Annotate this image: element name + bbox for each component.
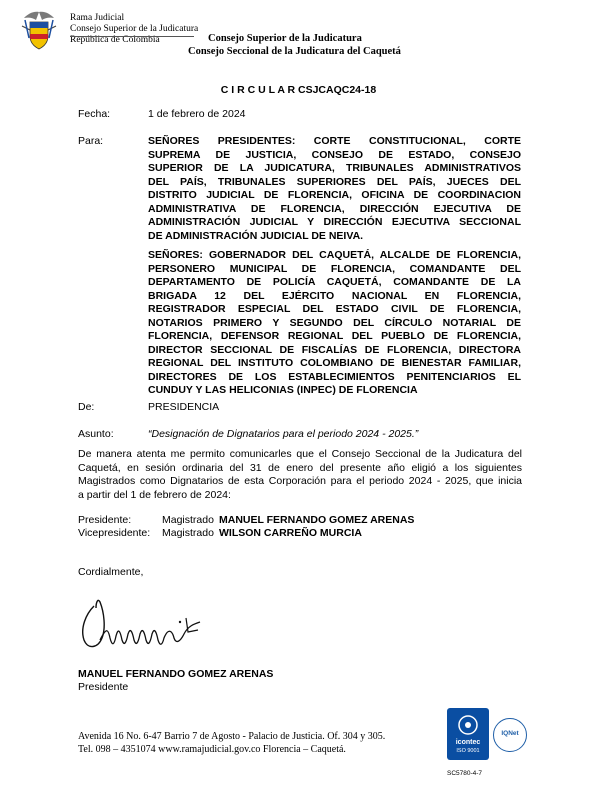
para-line: PERSONERO MUNICIPAL DE FLORENCIA, COMANDANTE DEL (148, 262, 521, 275)
body-line: De manera atenta me permito comunicarles que el Consejo Seccional de la Judicatura del (78, 448, 522, 460)
body-line: a partir del 1 de febrero de 2024: (78, 488, 231, 501)
para-line: REGIONAL DEL INSTITUTO COLOMBIANO DE BIENESTAR FAMILIAR, (148, 357, 521, 369)
para-line: CUNDUY Y LAS HELICONIAS (INPEC) DE FLORENCIA (148, 384, 418, 396)
para-line: SUPERIOR DE LA JUDICATURA, TRIBUNALES ADMINISTRATIVOS (148, 162, 521, 174)
council-line-2: Consejo Seccional de la Judicatura del Caquetá (188, 46, 401, 57)
icontec-badge (447, 708, 489, 760)
org-name-block (70, 13, 198, 46)
de-label: De: (78, 401, 95, 413)
para-line: DIRECTOR SECCIONAL DE FISCALÍAS DE FLORENCIA, DIRECTORA (148, 343, 521, 356)
council-line-1: Consejo Superior de la Judicatura (208, 33, 362, 44)
para-line: ADMINISTRATIVA DE FLORENCIA, DIRECCIÓN EJECUTIVA DE (148, 202, 521, 215)
para-label: Para: (78, 135, 104, 147)
icontec-label: icontec (455, 739, 481, 746)
body-line: Magistrados como Dignatarios de esta Corporación para el periodo 2024 - 2025, que inicia (78, 475, 522, 487)
icontec-icon (457, 714, 479, 741)
iqnet-badge (493, 718, 527, 752)
org-line-1: Rama Judicial (70, 13, 125, 23)
closing-text: Cordialmente, (78, 566, 144, 578)
asunto-label: Asunto: (78, 428, 114, 440)
officer-name-president: MANUEL FERNANDO GOMEZ ARENAS (219, 514, 415, 526)
officer-role-president: Presidente: (78, 514, 132, 526)
fecha-value: 1 de febrero de 2024 (148, 108, 246, 120)
para-line: FLORENCIA, DEFENSOR REGIONAL DEL PUEBLO DE FLORENCIA, (148, 330, 521, 342)
org-line-3: República de Colombia (70, 35, 160, 45)
para-line: DE ADMINISTRACIÓN JUDICIAL DE NEIVA. (148, 229, 364, 242)
para-line: NOTARIOS PRIMERO Y SEGUNDO DEL CÍRCULO NOTARIAL DE (148, 316, 521, 329)
para-line: REGISTRADOR ESPECIAL DEL ESTADO CIVIL DE FLORENCIA, (148, 303, 521, 315)
officer-title-president: Magistrado (162, 514, 214, 526)
para-line: SEÑORES: GOBERNADOR DEL CAQUETÁ, ALCALDE DE FLORENCIA, (148, 249, 521, 261)
body-paragraph (78, 448, 522, 502)
para-line: ADMINISTRACIÓN JUDICIAL Y DIRECCIÓN EJECUTIVA SECCIONAL (148, 216, 521, 228)
para-recipients-block-2 (148, 249, 521, 398)
signer-name: MANUEL FERNANDO GOMEZ ARENAS (78, 668, 274, 680)
para-line: DEL PAÍS, TRIBUNALES SUPERIORES DEL PAÍS, JUECES DEL (148, 175, 521, 188)
iqnet-label: IQNet (501, 730, 519, 737)
para-recipients-block-1 (148, 135, 521, 243)
circular-title: C I R C U L A R CSJCAQC24-18 (220, 84, 377, 96)
org-line-2: Consejo Superior de la Judicatura (70, 24, 199, 34)
coat-of-arms-logo (16, 8, 62, 54)
para-line: DISTRITO JUDICIAL DE FLORENCIA, OFICINA DE COORDINACION (148, 189, 521, 201)
footer-address: Avenida 16 No. 6-47 Barrio 7 de Agosto - Palacio de Justicia. Of. 304 y 305. (78, 731, 386, 742)
para-line: SUPREMA DE JUSTICIA, CONSEJO DE ESTADO, CONSEJO (148, 148, 521, 161)
officer-title-vicepresident: Magistrado (162, 527, 214, 539)
fecha-label: Fecha: (78, 108, 111, 120)
de-value: PRESIDENCIA (148, 401, 220, 413)
cert-code: SC5780-4-7 (447, 770, 483, 777)
para-line: SEÑORES PRESIDENTES: CORTE CONSTITUCIONAL, CORTE (148, 135, 521, 147)
body-line: Caquetá, en sesión ordinaria del 31 de enero del presente año eligió a los siguientes (78, 461, 522, 474)
officer-role-vicepresident: Vicepresidente: (78, 527, 151, 539)
header-divider (70, 36, 194, 37)
para-line: DIRECTORES DE LOS ESTABLECIMIENTOS PENITENCIARIOS EL (148, 370, 521, 383)
iso-label: ISO 9001 (456, 748, 480, 754)
para-line: DEPARTAMENTO DE POLICÍA CAQUETÁ, COMANDANTE DE LA (148, 276, 521, 288)
para-line: BRIGADA 12 DEL EJÉRCITO NACIONAL EN FLORENCIA, (148, 289, 521, 302)
signer-role: Presidente (78, 681, 129, 693)
footer-contact: Tel. 098 – 4351074 www.ramajudicial.gov.co Florencia – Caquetá. (78, 744, 346, 755)
asunto-value: “Designación de Dignatarios para el periodo 2024 - 2025.” (148, 428, 419, 440)
officer-name-vicepresident: WILSON CARREÑO MURCIA (219, 527, 362, 539)
handwritten-signature (76, 588, 216, 660)
